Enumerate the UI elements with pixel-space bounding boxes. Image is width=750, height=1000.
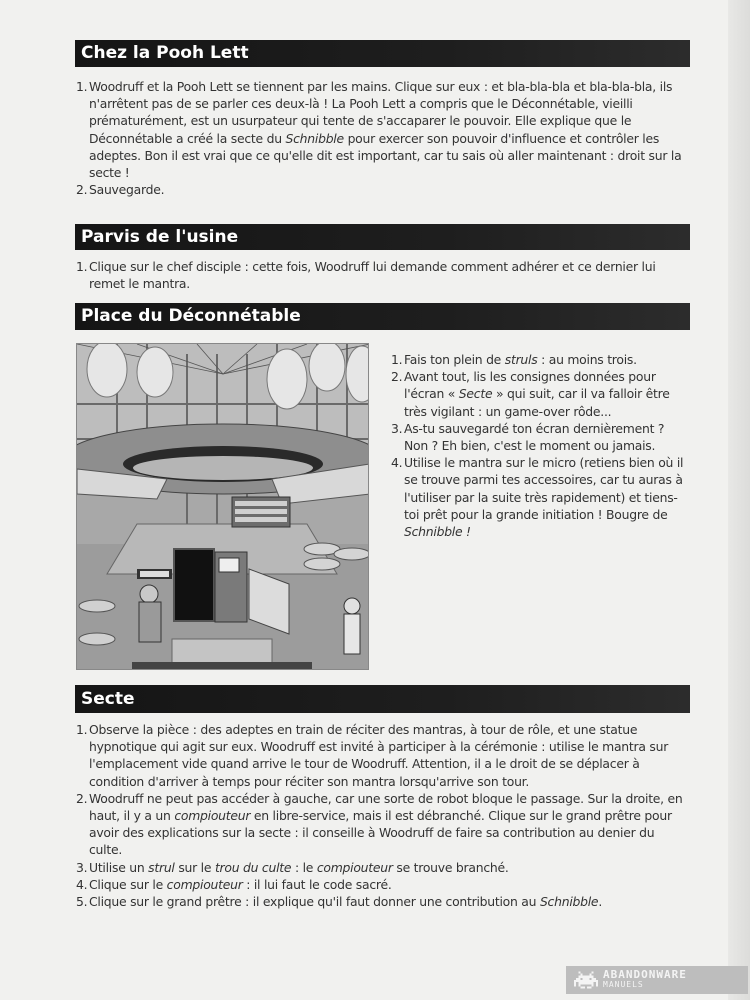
item-number: 3. bbox=[76, 859, 88, 875]
section-header-secte: Secte bbox=[75, 685, 690, 713]
item-number: 2. bbox=[391, 369, 403, 385]
emphasized-term: compiouteur bbox=[316, 859, 393, 875]
item-text: Woodruff ne peut pas accéder à gauche, car une sorte de robot bloque le passage. Sur la droite, en haut, il y a un bbox=[89, 790, 683, 824]
section-list-secte bbox=[76, 721, 691, 910]
item-number: 1. bbox=[76, 259, 88, 274]
list-item bbox=[76, 859, 691, 876]
item-text: : au moins trois. bbox=[537, 352, 637, 367]
space-invader-icon bbox=[574, 971, 598, 989]
list-item bbox=[76, 790, 691, 859]
section-list-place-du-deconnetable bbox=[391, 351, 691, 540]
abandonware-watermark bbox=[566, 966, 748, 994]
item-text: Observe la pièce : des adeptes en train de réciter des mantras, à tour de rôle, et une statue hypnotique qui agit sur eux. Woodruff est invité à participer à la cérémonie : utilise le mantra sur l'emplacement vide quand arrive le tour de Woodruff. Attention, il a le droit de se déplacer à condition d'arriver à temps pour réciter son mantra lorsqu'arrive son tour. bbox=[89, 722, 669, 789]
item-text: Utilise le mantra sur le micro (retiens bien où il se trouve parmi tes accessoires, car tu auras à l'utiliser par la suite très rapidement) et tiens-toi prêt pour la grande initiation ! Bougre de bbox=[404, 455, 684, 522]
item-text: : il lui faut le code sacré. bbox=[242, 876, 392, 892]
item-number: 4. bbox=[391, 455, 403, 471]
list-item bbox=[391, 368, 691, 420]
emphasized-term: Schnibble bbox=[539, 894, 599, 910]
emphasized-term: trou du culte bbox=[214, 859, 292, 875]
item-number: 4. bbox=[76, 876, 88, 892]
item-text: pour exercer son pouvoir d'influence et contrôler les adeptes. Bon il est vrai que ce qu'elle dit est important, car tu sais où aller maintenant : droit sur la secte ! bbox=[89, 130, 682, 181]
list-item bbox=[76, 181, 691, 198]
section-list-chez-la-pooh-lett bbox=[76, 78, 691, 198]
list-item bbox=[76, 876, 691, 893]
item-text: Clique sur le bbox=[89, 876, 167, 892]
list-item bbox=[391, 454, 691, 540]
emphasized-term: Schnibble bbox=[285, 130, 344, 146]
item-number: 5. bbox=[76, 894, 88, 910]
item-text: As-tu sauvegardé ton écran dernièrement ? Non ? Eh bien, c'est le moment ou jamais. bbox=[404, 420, 665, 454]
page-edge bbox=[728, 0, 750, 1000]
item-number: 2. bbox=[76, 790, 88, 806]
item-text: Clique sur le grand prêtre : il explique qu'il faut donner une contribution au bbox=[89, 894, 540, 910]
list-item bbox=[76, 78, 691, 181]
list-item bbox=[391, 420, 691, 454]
item-text: Utilise un bbox=[89, 859, 149, 875]
list-item bbox=[76, 893, 691, 910]
watermark-line1: ABANDONWARE bbox=[603, 968, 687, 981]
item-text: » qui suit, car il va falloir être très vigilant : un game-over rôde... bbox=[404, 386, 670, 419]
item-text: : le bbox=[291, 859, 317, 875]
item-text: sur le bbox=[174, 859, 215, 875]
item-text: se trouve branché. bbox=[392, 859, 509, 875]
item-text: Fais ton plein de bbox=[404, 352, 505, 367]
emphasized-term: Schnibble ! bbox=[404, 524, 471, 540]
item-text: . bbox=[598, 894, 603, 910]
watermark-line2: MANUELS bbox=[603, 980, 644, 989]
emphasized-term: compiouteur bbox=[174, 808, 251, 824]
item-number: 1. bbox=[76, 722, 88, 737]
section-header-place-du-deconnetable: Place du Déconnétable bbox=[75, 303, 690, 330]
item-text: Clique sur le chef disciple : cette fois, Woodruff lui demande comment adhérer et ce dernier lui remet le mantra. bbox=[89, 259, 656, 292]
item-text: Woodruff et la Pooh Lett se tiennent par les mains. Clique sur eux : et bla-bla-bla et bla-bla-bla, ils n'arrêtent pas de se parler ces deux-là ! La Pooh Lett a compris que le Déconnétable, vieilli prématurément, est un usurpateur qui tente de s'accaparer le pouvoir. Elle explique que le Déconnétable a créé la secte du bbox=[89, 79, 673, 146]
section-list-parvis-de-l-usine bbox=[76, 258, 691, 292]
section-header-chez-la-pooh-lett: Chez la Pooh Lett bbox=[75, 40, 690, 67]
section-header-parvis-de-l-usine: Parvis de l'usine bbox=[75, 224, 690, 250]
list-item bbox=[391, 351, 691, 368]
item-text: Sauvegarde. bbox=[89, 182, 165, 198]
item-number: 1. bbox=[76, 79, 88, 94]
item-number: 1. bbox=[391, 352, 403, 367]
game-screenshot bbox=[76, 343, 369, 670]
item-text: en libre-service, mais il est débranché. Clique sur le grand prêtre pour avoir des explications sur la secte : il conseille à Woodruff de faire sa contribution au denier du culte. bbox=[89, 808, 672, 858]
emphasized-term: compiouteur bbox=[166, 876, 243, 892]
item-number: 3. bbox=[391, 420, 403, 436]
list-item bbox=[76, 721, 691, 790]
item-text: Avant tout, lis les consignes données pour l'écran « bbox=[404, 369, 656, 402]
list-item bbox=[76, 258, 691, 292]
item-number: 2. bbox=[76, 182, 88, 198]
emphasized-term: Secte bbox=[458, 386, 493, 402]
emphasized-term: strul bbox=[148, 859, 175, 875]
emphasized-term: struls bbox=[504, 352, 538, 367]
